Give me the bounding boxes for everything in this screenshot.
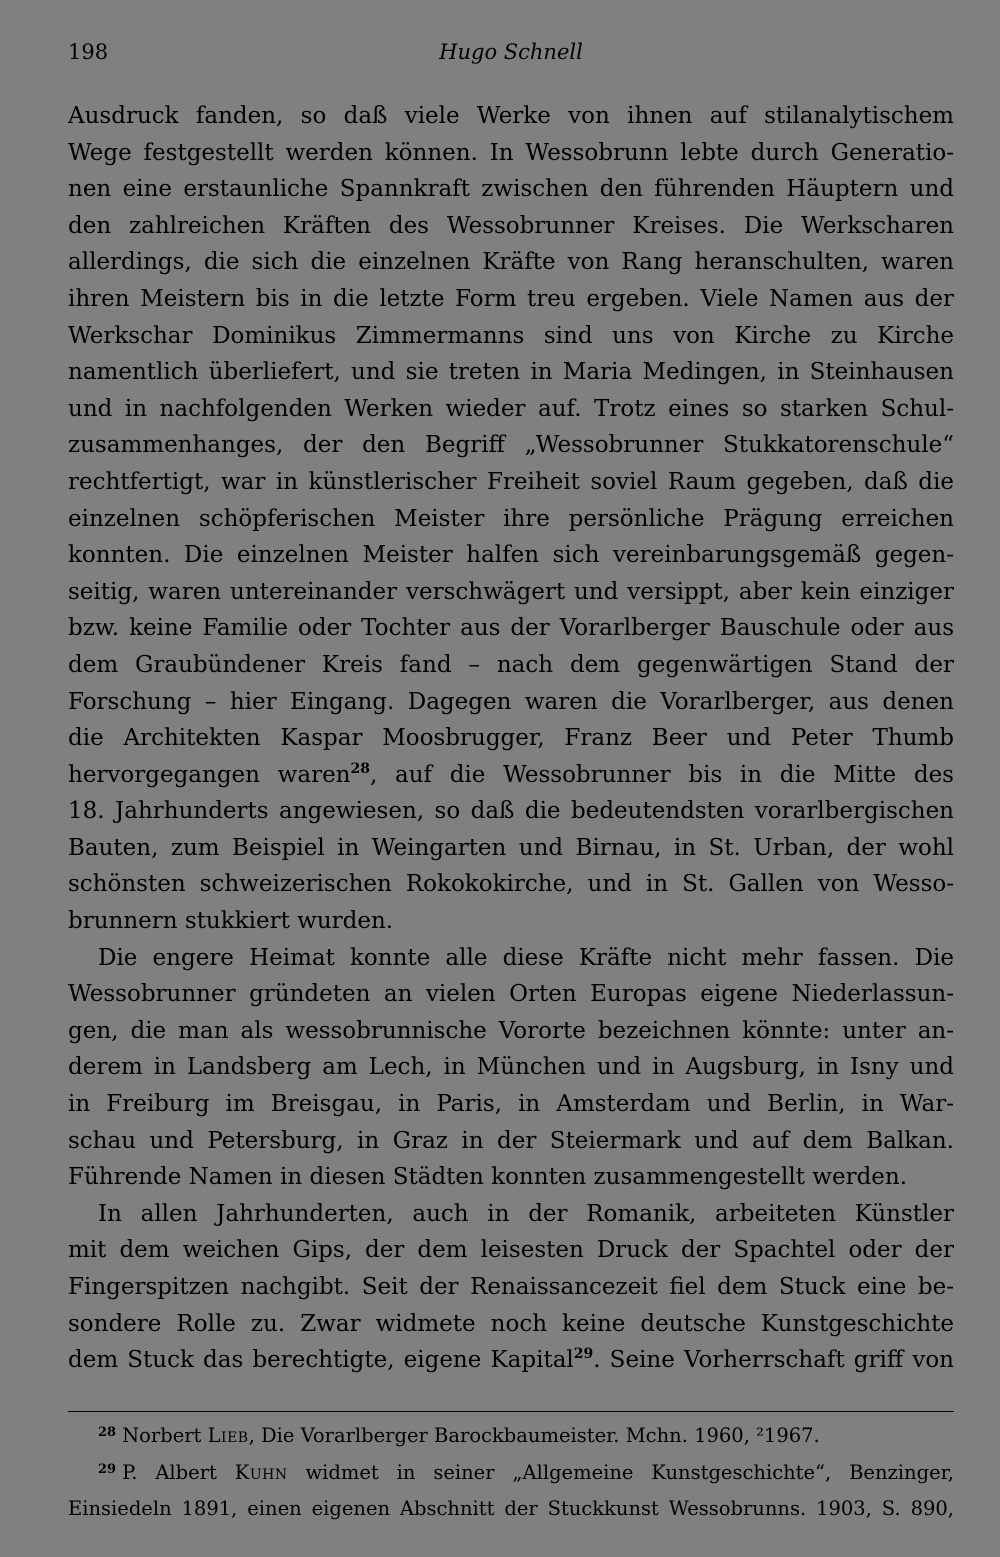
text-line: Forschung – hier Eingang. Dagegen waren die Vorarlberger, aus denen bbox=[68, 688, 954, 715]
line-text: , auf die Wessobrunner bis in die Mitte des bbox=[369, 761, 954, 788]
text-line: schau und Petersburg, in Graz in der Steiermark und auf dem Balkan. bbox=[68, 1127, 954, 1154]
text-line: derem in Landsberg am Lech, in München und in Augsburg, in Isny und bbox=[68, 1054, 954, 1081]
page-header bbox=[68, 40, 954, 72]
text-line: rechtfertigt, war in künstlerischer Freiheit soviel Raum gegeben, daß die bbox=[68, 468, 954, 495]
text-line: zusammenhanges, der den Begriff „Wessobrunner Stukkatorenschule“ bbox=[68, 432, 954, 459]
text-line: In allen Jahrhunderten, auch in der Romanik, arbeiteten Künstler bbox=[98, 1200, 954, 1227]
text-line: brunnern stukkiert wurden. bbox=[68, 908, 394, 935]
line-text: dem Stuck das berechtigte, eigene Kapital bbox=[68, 1347, 574, 1374]
text-line: konnten. Die einzelnen Meister halfen sich vereinbarungsgemäß gegen- bbox=[68, 542, 954, 569]
footnote-marker: 29 bbox=[98, 1461, 117, 1477]
text-line: und in nachfolgenden Werken wieder auf. Trotz eines so starken Schul- bbox=[68, 395, 954, 422]
footnote-marker: 28 bbox=[98, 1425, 117, 1440]
footnote-divider bbox=[68, 1411, 954, 1412]
text-line: Wege festgestellt werden können. In Wessobrunn lebte durch Generatio- bbox=[68, 139, 954, 166]
text-line: ihren Meistern bis in die letzte Form treu ergeben. Viele Namen aus der bbox=[68, 285, 954, 312]
text-line: Fingerspitzen nachgibt. Seit der Renaissancezeit fiel dem Stuck eine be- bbox=[68, 1274, 954, 1300]
footnote-text: P. Albert bbox=[122, 1460, 235, 1484]
text-line: namentlich überliefert, und sie treten in Maria Medingen, in Steinhausen bbox=[68, 359, 954, 386]
footnote-author: Lieb bbox=[207, 1424, 249, 1447]
text-line: gen, die man als wessobrunnische Vororte bezeichnen könnte: unter an- bbox=[68, 1017, 954, 1044]
text-line: bzw. keine Familie oder Tochter aus der Vorarlberger Bauschule oder aus bbox=[68, 615, 954, 642]
line-text: . Seine Vorherrschaft griff von bbox=[593, 1347, 954, 1374]
text-line: seitig, waren untereinander verschwägert und versippt, aber kein einziger bbox=[68, 578, 954, 605]
text-line: Werkschar Dominikus Zimmermanns sind uns von Kirche zu Kirche bbox=[68, 322, 954, 349]
footnote-text: Norbert bbox=[122, 1424, 208, 1447]
text-line: in Freiburg im Breisgau, in Paris, in Amsterdam und Berlin, in War- bbox=[68, 1091, 954, 1118]
footnote-author: Kuhn bbox=[234, 1460, 288, 1484]
line-text: hervorgegangen waren bbox=[68, 761, 351, 788]
text-line: einzelnen schöpferischen Meister ihre persönliche Prägung erreichen bbox=[68, 505, 954, 532]
footnote-text: , Die Vorarlberger Barockbaumeister. Mchn. 1960, ²1967. bbox=[248, 1424, 820, 1447]
text-line: dem Graubündener Kreis fand – nach dem gegenwärtigen Stand der bbox=[68, 651, 954, 678]
footnote-ref-28[interactable]: 28 bbox=[350, 760, 370, 777]
running-head: Hugo Schnell bbox=[439, 40, 583, 64]
text-line: allerdings, die sich die einzelnen Kräfte von Rang heranschulten, waren bbox=[68, 249, 954, 276]
footnotes bbox=[68, 1420, 954, 1530]
body-text bbox=[68, 98, 954, 1379]
footnote-29-continued: Einsiedeln 1891, einen eigenen Abschnitt der Stuckkunst Wessobrunns. 1903, S. 890, bbox=[68, 1497, 954, 1521]
text-line: nen eine erstaunliche Spannkraft zwischen den führenden Häuptern und bbox=[68, 176, 954, 203]
text-line: Wessobrunner gründeten an vielen Orten Europas eigene Niederlassun- bbox=[68, 981, 954, 1008]
footnote-28 bbox=[68, 1420, 954, 1457]
text-line: sondere Rolle zu. Zwar widmete noch keine deutsche Kunstgeschichte bbox=[68, 1310, 954, 1337]
page-number: 198 bbox=[68, 40, 109, 64]
text-line: die Architekten Kaspar Moosbrugger, Franz Beer und Peter Thumb bbox=[68, 725, 954, 752]
text-line: Bauten, zum Beispiel in Weingarten und Birnau, in St. Urban, der wohl bbox=[68, 834, 954, 861]
text-line bbox=[68, 757, 954, 794]
footnote-text: widmet in seiner „Allgemeine Kunstgeschichte“, Benzinger, bbox=[287, 1460, 954, 1484]
footnote-29 bbox=[68, 1457, 954, 1494]
text-line: 18. Jahrhunderts angewiesen, so daß die bedeutendsten vorarlbergischen bbox=[68, 798, 954, 825]
text-line: mit dem weichen Gips, der dem leisesten Druck der Spachtel oder der bbox=[68, 1237, 954, 1264]
text-line: schönsten schweizerischen Rokokokirche, und in St. Gallen von Wesso- bbox=[68, 871, 954, 898]
text-line: Ausdruck fanden, so daß viele Werke von ihnen auf stilanalytischem bbox=[68, 103, 954, 129]
text-line: den zahlreichen Kräften des Wessobrunner Kreises. Die Werkscharen bbox=[68, 212, 954, 239]
text-line bbox=[68, 1342, 954, 1379]
footnote-ref-29[interactable]: 29 bbox=[573, 1346, 594, 1363]
text-line: Führende Namen in diesen Städten konnten zusammengestellt werden. bbox=[68, 1164, 908, 1191]
text-line: Die engere Heimat konnte alle diese Kräfte nicht mehr fassen. Die bbox=[98, 944, 954, 971]
